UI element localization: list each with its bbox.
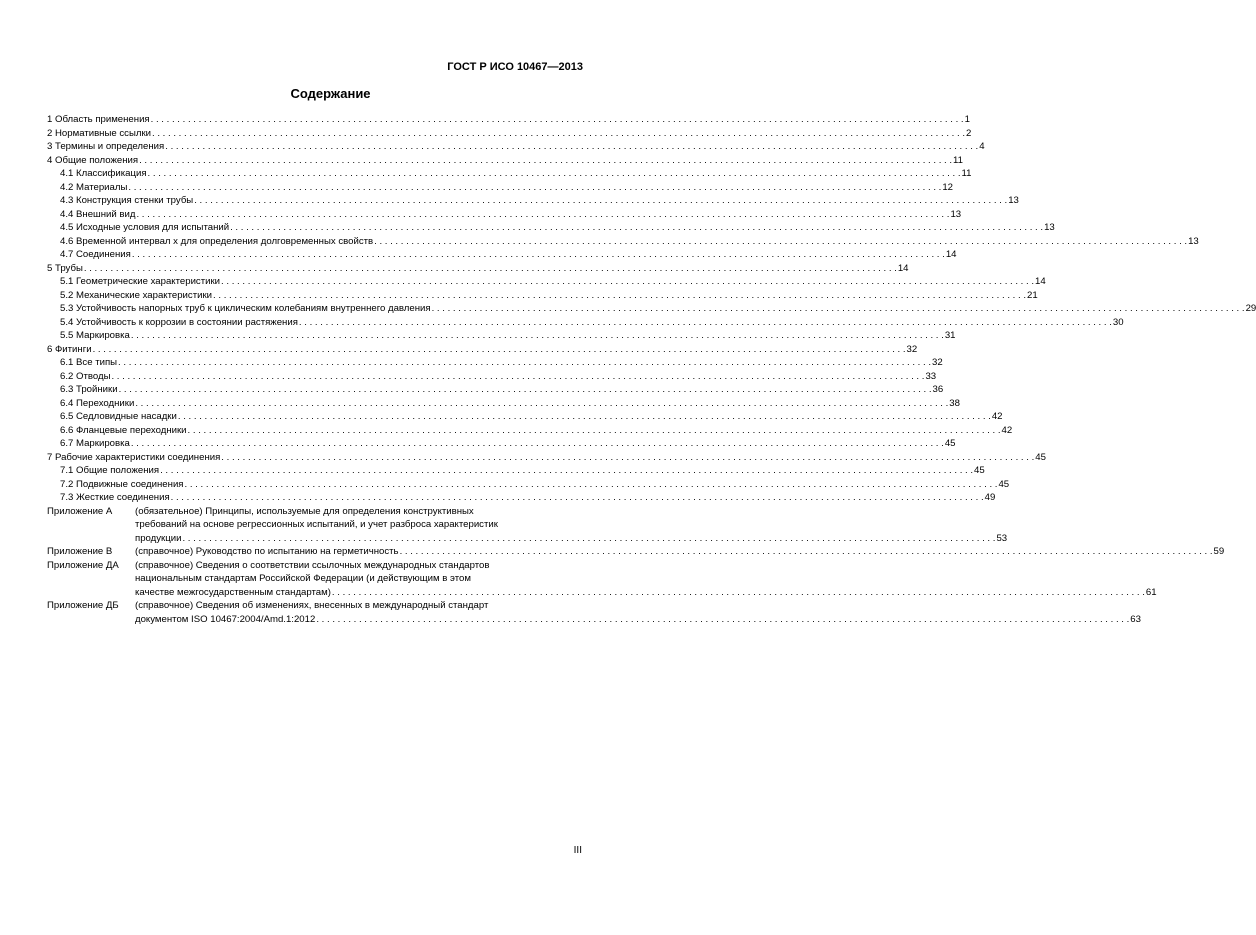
toc-entry-page: 49: [984, 492, 996, 503]
page-number: III: [573, 845, 582, 856]
toc-leader-dots: [84, 262, 897, 276]
toc-entry-label: 5.3 Устойчивость напорных труб к циклическим колебаниям внутреннего давления: [60, 303, 431, 314]
appendix-title-last-line: продукции: [135, 532, 182, 544]
toc-entry[interactable]: [47, 410, 1003, 424]
appendix-title-line: (справочное) Сведения об изменениях, внесенных в международный стандарт: [135, 600, 489, 611]
toc-appendix-entry[interactable]: [47, 505, 1008, 546]
toc-entry-page: 13: [1044, 222, 1055, 233]
toc-leader-dots: [118, 356, 931, 370]
toc-leader-dots: [93, 343, 906, 357]
toc-entry[interactable]: [47, 343, 918, 357]
toc-entry-label: 6.5 Седловидные насадки: [60, 411, 177, 422]
toc-entry[interactable]: [47, 113, 970, 127]
toc-leader-dots: [152, 127, 965, 141]
toc-entry-page: 2: [965, 127, 972, 139]
toc-leader-dots: [151, 113, 964, 127]
appendix-page: 63: [1130, 613, 1141, 625]
toc-leader-dots: [213, 289, 1026, 303]
appendix-title-last-line: качестве межгосударственным стандартам): [135, 586, 331, 598]
toc-entry-label: 1 Область применения: [47, 114, 150, 125]
toc-entry[interactable]: [47, 140, 985, 154]
toc-leader-dots: [131, 437, 944, 451]
toc-entry-page: 12: [942, 181, 954, 193]
toc-entry[interactable]: [47, 370, 937, 384]
appendix-title-line: (справочное) Сведения о соответствии ссылочных международных стандартов: [135, 559, 490, 571]
toc-entry-page: 45: [998, 478, 1010, 490]
toc-entry-label: 6 Фитинги: [47, 343, 92, 355]
toc-entry[interactable]: [47, 235, 1199, 249]
toc-entry-page: 13: [1008, 195, 1019, 206]
toc-entry-page: 45: [974, 465, 985, 476]
toc-leader-dots: [131, 329, 944, 343]
toc-entry[interactable]: [47, 356, 943, 370]
toc-entry[interactable]: [47, 289, 1038, 303]
toc-appendix-entry[interactable]: [47, 559, 1157, 600]
toc-entry-label: 7.2 Подвижные соединения: [60, 478, 184, 490]
toc-appendix-entry[interactable]: [47, 545, 1225, 559]
toc-entry[interactable]: [47, 194, 1019, 208]
toc-entry-label: 5.5 Маркировка: [60, 330, 130, 341]
toc-entry[interactable]: [47, 451, 1046, 465]
appendix-label: Приложение А: [47, 505, 113, 517]
toc-entry-label: 6.6 Фланцевые переходники: [60, 424, 187, 436]
toc-leader-dots: [194, 194, 1007, 208]
toc-entry-page: 11: [961, 168, 972, 179]
toc-entry[interactable]: [47, 397, 960, 411]
toc-leader-dots: [221, 451, 1034, 465]
toc-entry-label: 3 Термины и определения: [47, 141, 165, 152]
toc-leader-dots: [299, 316, 1112, 330]
toc-entry-page: 4: [979, 141, 985, 152]
appendix-title-line: требований на основе регрессионных испытаний, и учет разброса характеристик: [135, 519, 498, 530]
toc-entry-page: 45: [1035, 451, 1046, 463]
toc-leader-dots: [171, 491, 984, 505]
toc-entry-page: 31: [944, 330, 956, 341]
toc-entry-page: 11: [953, 154, 964, 166]
toc-entry-label: 6.3 Тройники: [60, 384, 118, 395]
toc-entry-label: 4.4 Внешний вид: [60, 208, 136, 220]
appendix-title-line: (обязательное) Принципы, используемые для определения конструктивных: [135, 505, 474, 517]
page-title: Содержание: [290, 86, 371, 101]
toc-entry-page: 32: [932, 357, 943, 368]
toc-leader-dots: [332, 586, 1145, 600]
toc-leader-dots: [135, 397, 948, 411]
toc-entry-page: 21: [1027, 289, 1038, 301]
toc-entry-label: 6.4 Переходники: [60, 397, 135, 409]
toc-entry[interactable]: [47, 208, 962, 222]
appendix-label: Приложение ДА: [47, 559, 119, 571]
toc-entry-label: 5.1 Геометрические характеристики: [60, 276, 221, 287]
toc-entry-label: 4.1 Классификация: [60, 168, 147, 179]
toc-entry[interactable]: [47, 437, 956, 451]
toc-entry-label: 5 Трубы: [47, 262, 83, 274]
toc-leader-dots: [148, 167, 961, 181]
appendix-title-line: национальным стандартам Российской Федерации (и действующим в этом: [135, 573, 471, 584]
toc-entry-page: 32: [906, 343, 918, 355]
toc-entry-label: 7.3 Жесткие соединения: [60, 492, 170, 503]
appendix-page: 53: [996, 532, 1008, 544]
toc-entry-label: 4 Общие положения: [47, 154, 139, 166]
toc-entry-page: 33: [925, 370, 937, 382]
toc-leader-dots: [230, 221, 1043, 235]
toc-leader-dots: [139, 154, 952, 168]
toc-entry-page: 38: [949, 397, 960, 409]
toc-leader-dots: [136, 208, 949, 222]
toc-leader-dots: [132, 248, 945, 262]
appendix-label: Приложение ДБ: [47, 600, 119, 611]
toc-entry[interactable]: [47, 221, 1055, 235]
toc-entry[interactable]: [47, 316, 1124, 330]
toc-leader-dots: [128, 181, 941, 195]
toc-entry-label: 5.4 Устойчивость к коррозии в состоянии растяжения: [60, 316, 298, 328]
toc-entry-page: 13: [1188, 235, 1199, 247]
toc-entry-label: 4.7 Соединения: [60, 249, 131, 260]
toc-entry-label: 2 Нормативные ссылки: [47, 127, 152, 139]
toc-leader-dots: [160, 464, 973, 478]
toc-entry-page: 36: [932, 384, 944, 395]
toc-leader-dots: [111, 370, 924, 384]
appendix-page: 59: [1213, 546, 1225, 557]
toc-entry-page: 29: [1245, 303, 1256, 314]
toc-leader-dots: [178, 410, 991, 424]
toc-entry-label: 4.2 Материалы: [60, 181, 128, 193]
toc-leader-dots: [400, 545, 1213, 559]
document-id: ГОСТ Р ИСО 10467—2013: [447, 61, 583, 73]
toc-entry[interactable]: [47, 275, 1046, 289]
toc-entry-label: 7.1 Общие положения: [60, 465, 160, 476]
toc-leader-dots: [374, 235, 1187, 249]
toc-entry-page: 14: [897, 262, 909, 274]
appendix-label: Приложение В: [47, 546, 113, 557]
toc-leader-dots: [119, 383, 932, 397]
toc-entry-page: 42: [1001, 424, 1013, 436]
appendix-title-last-line: документом ISO 10467:2004/Amd.1:2012: [135, 613, 316, 625]
toc-leader-dots: [432, 302, 1245, 316]
toc-leader-dots: [316, 613, 1129, 627]
toc-entry[interactable]: [47, 491, 996, 505]
toc-entry[interactable]: [47, 154, 964, 168]
toc-entry[interactable]: [47, 167, 972, 181]
toc-entry-label: 4.6 Временной интервал x для определения долговременных свойств: [60, 235, 374, 247]
toc-entry-page: 42: [991, 411, 1003, 422]
toc-leader-dots: [185, 478, 998, 492]
toc-entry-label: 5.2 Механические характеристики: [60, 289, 213, 301]
toc-entry-label: 7 Рабочие характеристики соединения: [47, 451, 221, 463]
toc-entry-label: 4.5 Исходные условия для испытаний: [60, 222, 230, 233]
toc-leader-dots: [221, 275, 1034, 289]
appendix-title-last-line: (справочное) Руководство по испытанию на герметичность: [135, 546, 399, 557]
toc-leader-dots: [182, 532, 995, 546]
toc-appendix-entry[interactable]: [47, 599, 1141, 626]
toc-entry[interactable]: [47, 329, 956, 343]
toc-entry-label: 6.1 Все типы: [60, 357, 118, 368]
toc-entry[interactable]: [47, 248, 957, 262]
toc-entry-page: 14: [945, 249, 957, 260]
toc-entry[interactable]: [47, 478, 1010, 492]
toc-leader-dots: [165, 140, 978, 154]
toc-entry-page: 45: [944, 438, 956, 449]
toc-entry[interactable]: [47, 424, 1013, 438]
toc-entry[interactable]: [47, 383, 944, 397]
toc-entry[interactable]: [47, 464, 985, 478]
toc-entry[interactable]: [47, 302, 1256, 316]
toc-entry[interactable]: [47, 262, 909, 276]
toc-entry-page: 14: [1035, 276, 1046, 287]
appendix-page: 61: [1145, 586, 1157, 598]
toc-entry-page: 13: [950, 208, 962, 220]
toc-entry-page: 1: [964, 114, 970, 125]
toc-entry-label: 4.3 Конструкция стенки трубы: [60, 195, 194, 206]
table-of-contents: [47, 113, 1256, 626]
toc-leader-dots: [188, 424, 1001, 438]
toc-entry[interactable]: [47, 181, 954, 195]
toc-entry[interactable]: [47, 127, 972, 141]
toc-entry-label: 6.2 Отводы: [60, 370, 111, 382]
toc-entry-label: 6.7 Маркировка: [60, 438, 130, 449]
toc-entry-page: 30: [1112, 316, 1124, 328]
